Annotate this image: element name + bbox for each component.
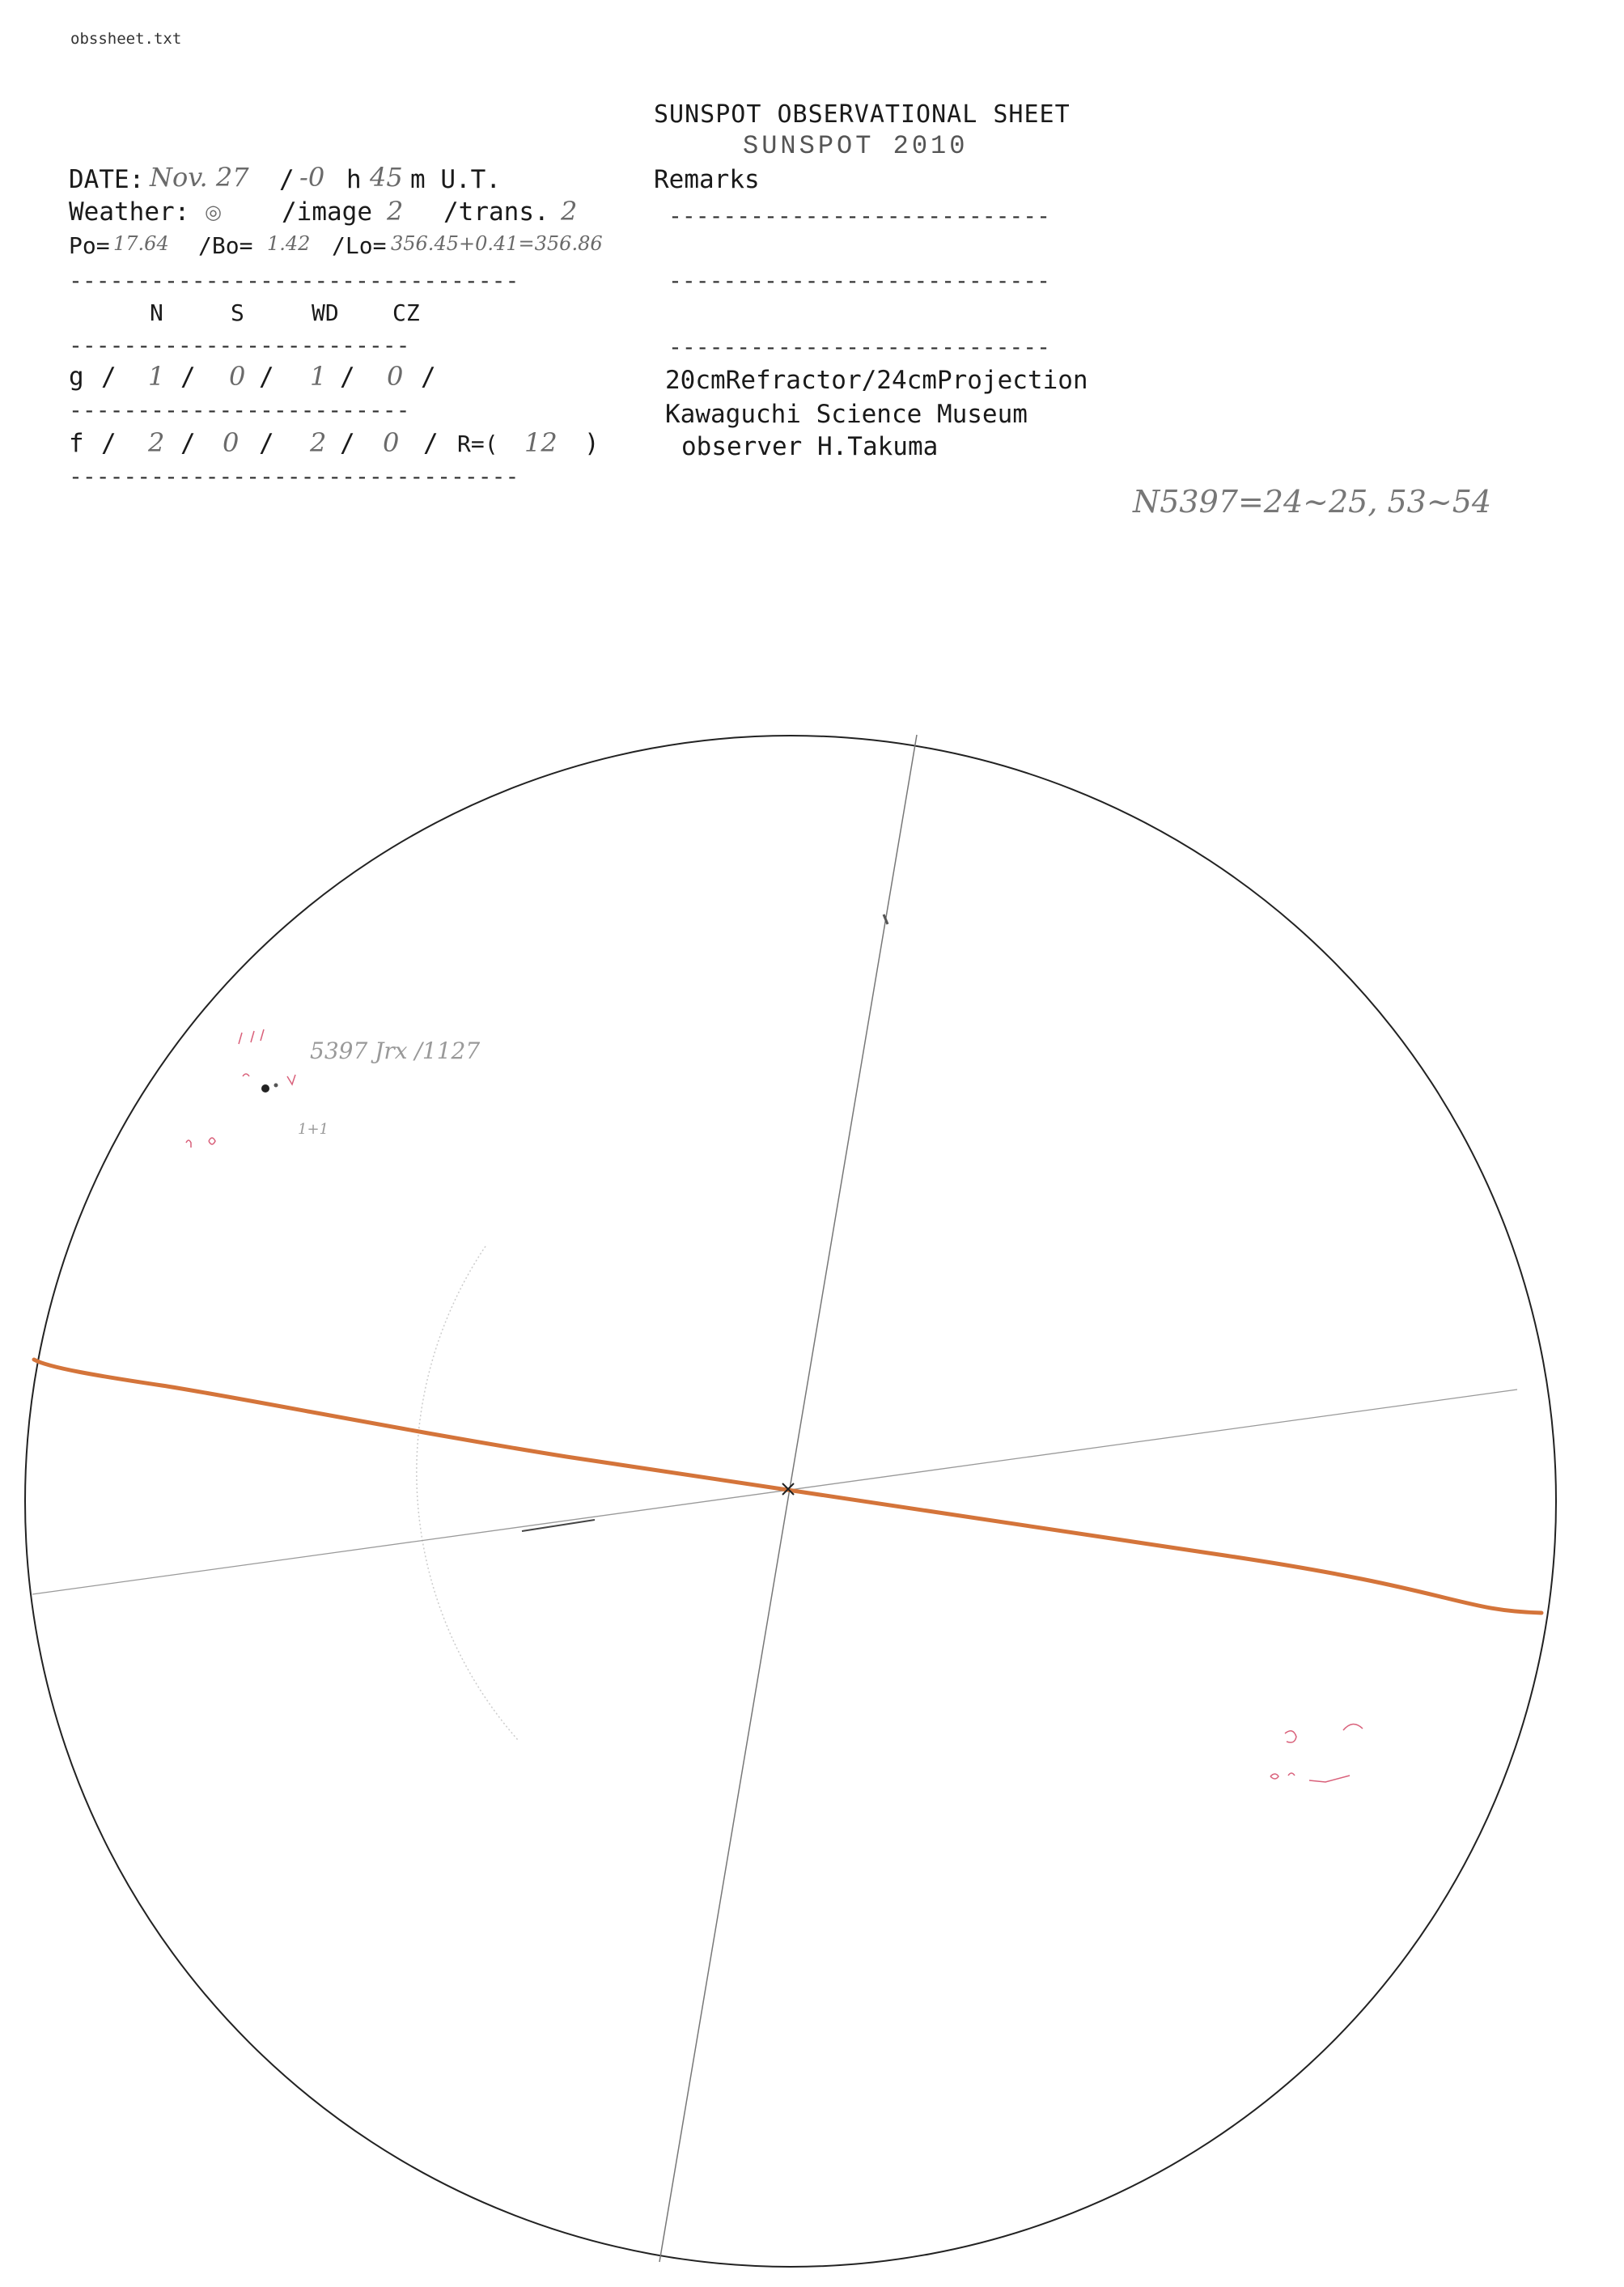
inner-arc [417, 1246, 518, 1740]
r-close: ) [584, 429, 600, 458]
f-value-3: 0 [383, 427, 400, 458]
group-marks: 1+1 [298, 1121, 329, 1138]
file-name: obssheet.txt [70, 30, 182, 48]
date-value: Nov. 27 [150, 162, 249, 193]
f-value-0: 2 [148, 427, 165, 458]
divider-3: ------------------------- [69, 397, 410, 423]
g-value-0: 1 [148, 361, 165, 392]
weather-value: ◎ [205, 201, 222, 223]
f-slash-4: / [423, 429, 439, 458]
bo-value: 1.42 [267, 232, 311, 255]
sunspot-group [186, 1029, 295, 1148]
image-label: /image [282, 197, 372, 227]
ecliptic-axis-line [32, 1390, 1517, 1594]
g-value-3: 1 [310, 361, 327, 392]
trans-value: 2 [561, 196, 578, 227]
hour-label: h [346, 165, 362, 194]
date-slash: / [279, 165, 295, 194]
remarks-line-3: ---------------------------- [668, 333, 1051, 360]
solar-disk-outline [25, 736, 1556, 2267]
f-slash-3: / [340, 429, 355, 458]
remarks-line-1: ---------------------------- [668, 202, 1051, 229]
g-slash-0: / [101, 363, 117, 392]
minute-label: m U.T. [410, 165, 501, 194]
g-label: g [69, 363, 84, 392]
po-value: 17.64 [113, 232, 169, 255]
divider-2: ------------------------- [69, 332, 410, 359]
divider-4: --------------------------------- [69, 463, 519, 490]
f-slash-0: / [101, 429, 117, 458]
minute-value: 45 [370, 162, 403, 193]
r-label: R=( [457, 431, 498, 457]
g-value-2: 0 [229, 361, 246, 392]
g-value-5: 0 [387, 361, 404, 392]
group-label: 5397 Jrx /1127 [310, 1037, 481, 1064]
po-label: Po= [69, 232, 110, 259]
bo-label: /Bo= [198, 232, 253, 259]
col-cz: CZ [392, 299, 420, 326]
f-value-1: 0 [223, 427, 240, 458]
instrument-line-2: Kawaguchi Science Museum [665, 400, 1028, 429]
col-n: N [150, 299, 163, 326]
lo-value: 356.45+0.41=356.86 [391, 232, 603, 255]
trans-label: /trans. [443, 197, 549, 227]
remarks-label: Remarks [654, 165, 760, 194]
f-value-2: 2 [310, 427, 327, 458]
g-slash-4: / [421, 363, 436, 392]
sheet-title: SUNSPOT OBSERVATIONAL SHEET [654, 100, 1071, 129]
faculae-marks [1270, 1724, 1363, 1782]
col-s: S [231, 299, 244, 326]
solar-equator-line [34, 1360, 1541, 1613]
r-value: 12 [524, 427, 558, 458]
instrument-line-1: 20cmRefractor/24cmProjection [665, 366, 1088, 395]
sheet-stamp: SUNSPOT 2010 [743, 131, 969, 161]
weather-label: Weather: [69, 197, 190, 227]
remarks-line-2: ---------------------------- [668, 267, 1051, 294]
f-slash-1: / [180, 429, 196, 458]
side-note: N5397=24~25, 53~54 [1133, 484, 1492, 520]
g-slash-3: / [340, 363, 355, 392]
f-label: f [69, 429, 84, 458]
date-label: DATE: [69, 165, 145, 194]
lo-label: /Lo= [332, 232, 387, 259]
col-wd: WD [312, 299, 339, 326]
divider-1: --------------------------------- [69, 267, 519, 294]
hour-value: -0 [299, 162, 325, 193]
g-slash-2: / [259, 363, 274, 392]
image-value: 2 [387, 196, 404, 227]
instrument-line-3: observer H.Takuma [681, 432, 939, 461]
g-slash-1: / [180, 363, 196, 392]
f-slash-2: / [259, 429, 274, 458]
polar-axis-line [659, 735, 917, 2262]
